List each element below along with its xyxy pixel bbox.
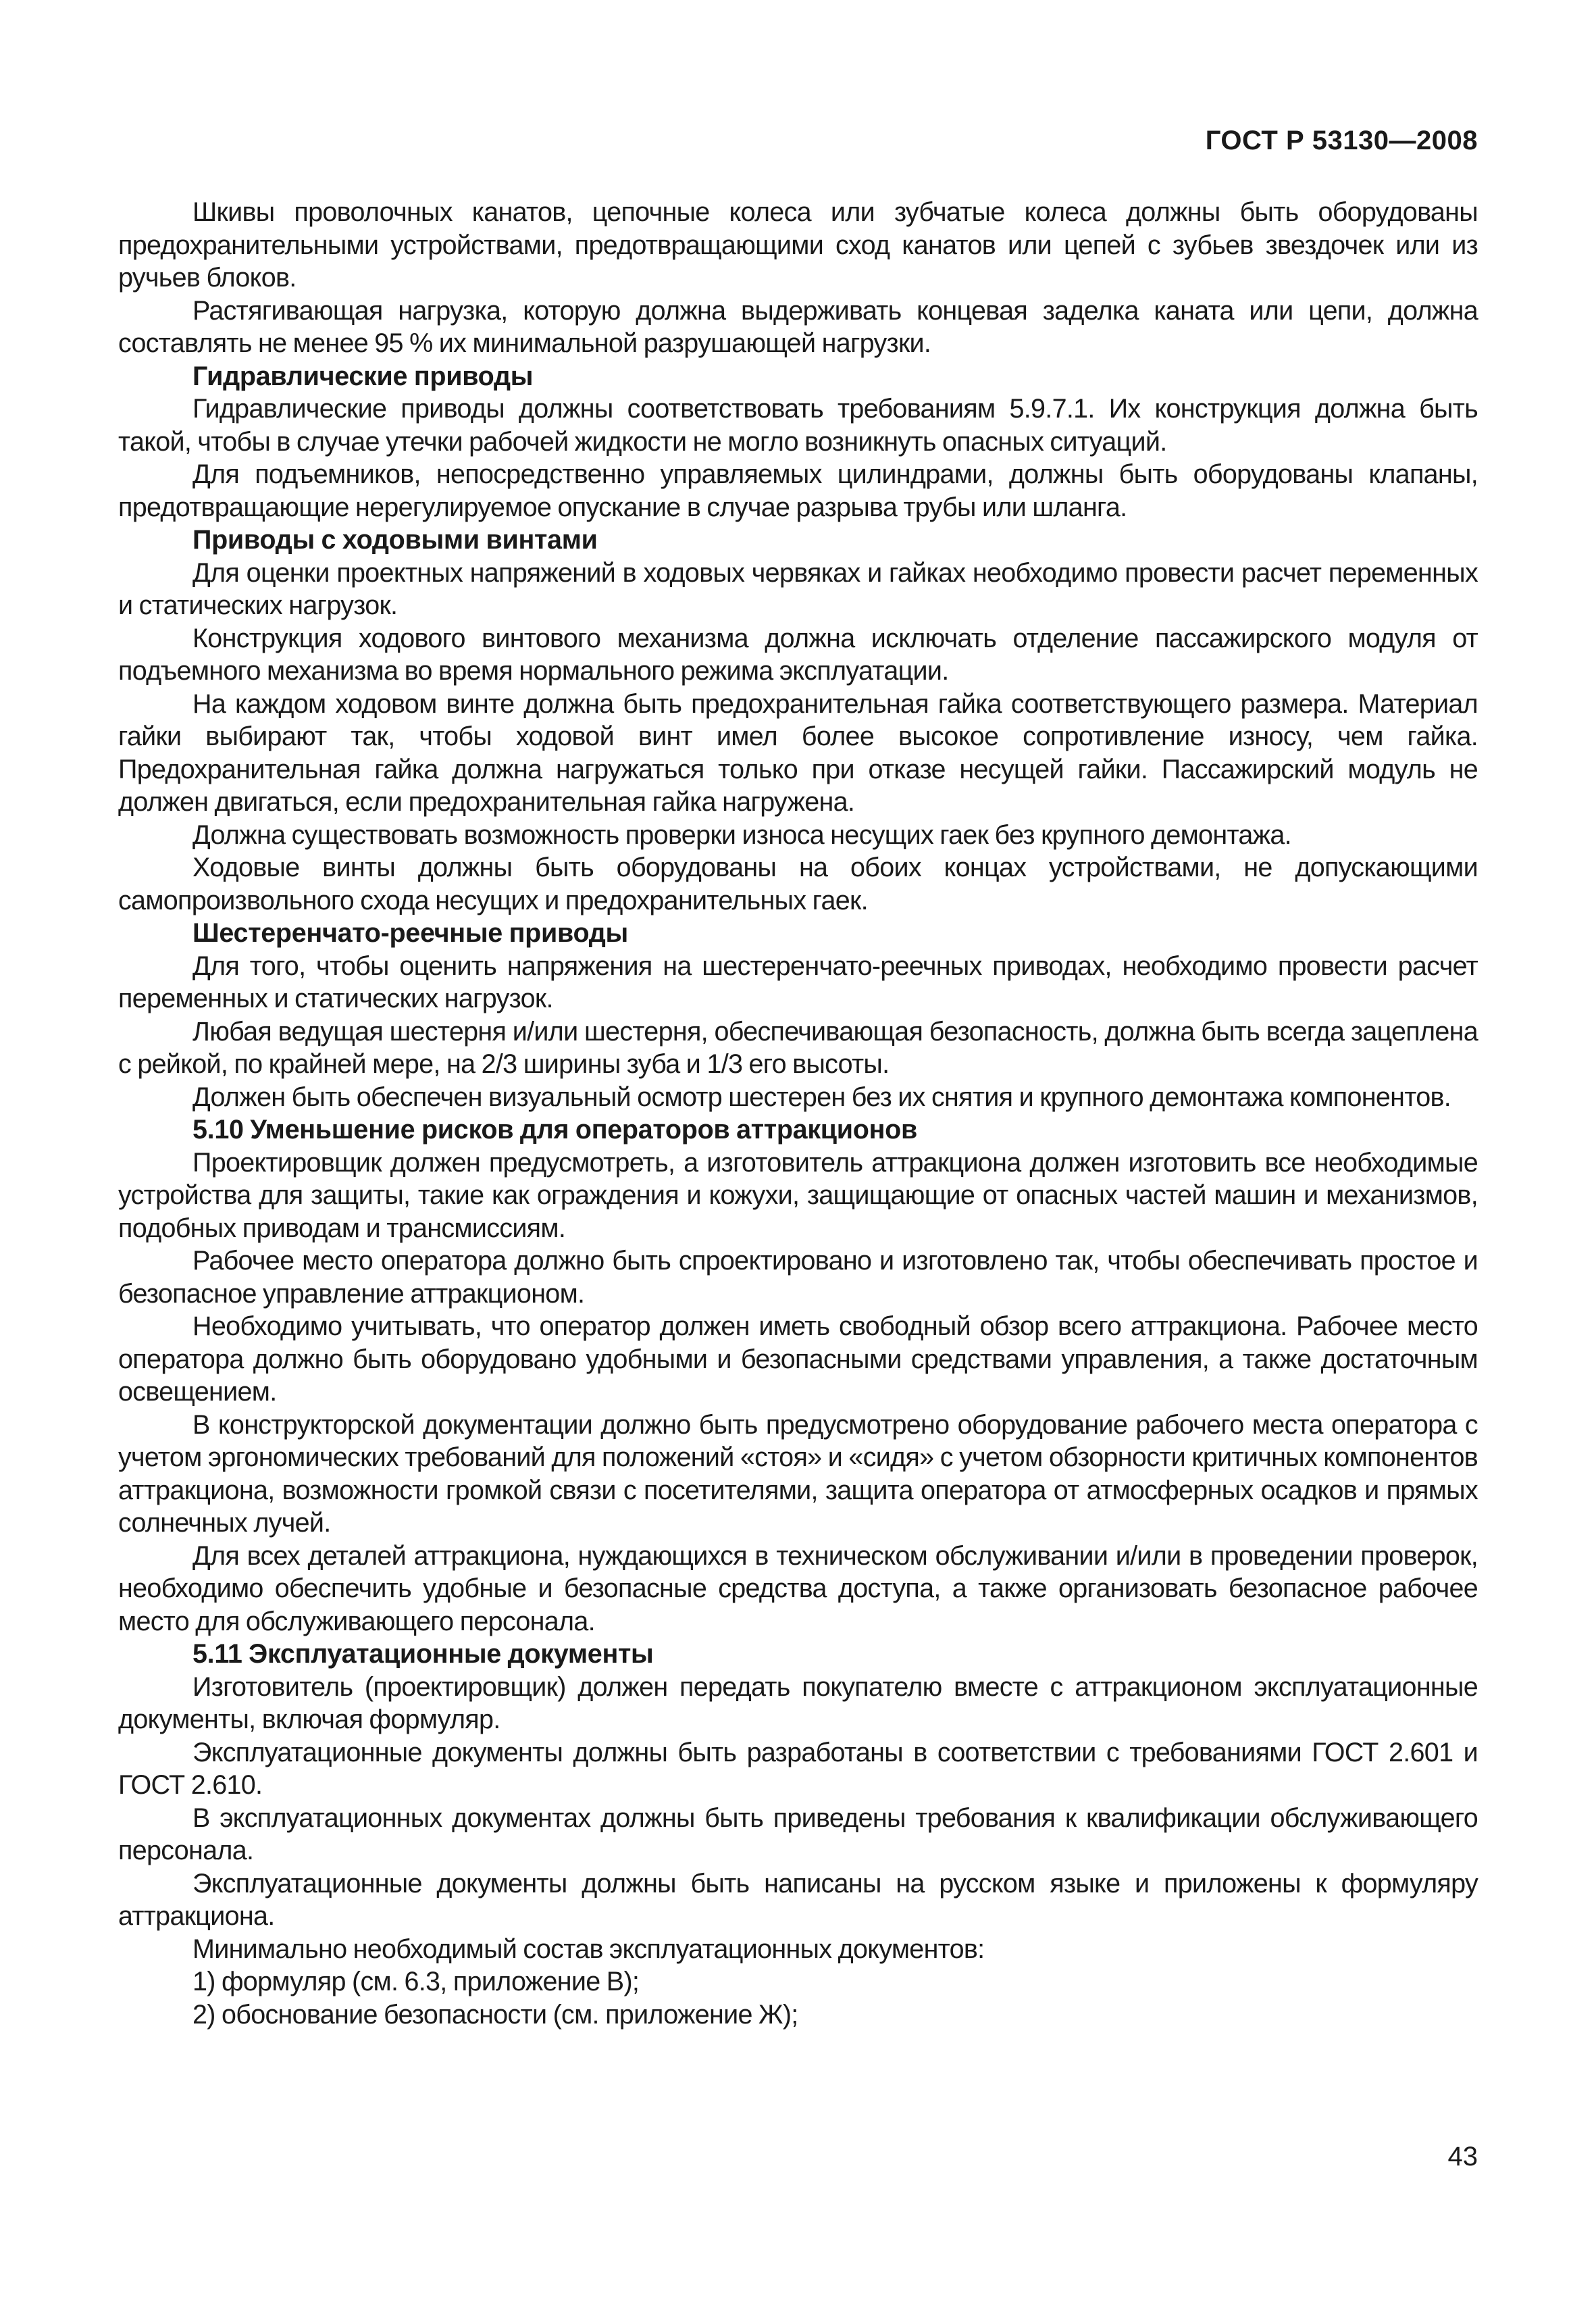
body-paragraph: Эксплуатационные документы должны быть разработаны в соответствии с требованиями ГОСТ 2.601 и ГОСТ 2.610. [118,1737,1478,1800]
body-paragraph: На каждом ходовом винте должна быть предохранительная гайка соответствующего размера. Материал гайки выбирают так, чтобы ходовой винт имел более высокое сопротивление износу, чем гайка. Предохранительная гайка должна нагружаться только при отказе несущей гайки. Пассажирский модуль не должен двигаться, если предохранительная гайка нагружена. [118,688,1478,817]
body-paragraph: Конструкция ходового винтового механизма должна исключать отделение пассажирского модуля от подъемного механизма во время нормального режима эксплуатации. [118,623,1478,686]
body-paragraph: Эксплуатационные документы должны быть написаны на русском языке и приложены к формуляру аттракциона. [118,1868,1478,1931]
body-paragraph: Ходовые винты должны быть оборудованы на обоих концах устройствами, не допускающими самопроизвольного схода несущих и предохранительных гаек. [118,853,1478,915]
body-paragraph: Минимально необходимый состав эксплуатационных документов: [192,1934,985,1964]
section-heading: 5.10 Уменьшение рисков для операторов аттракционов [192,1115,917,1145]
body-paragraph: Растягивающая нагрузка, которую должна выдерживать концевая заделка каната или цепи, должна составлять не менее 95 % их минимальной разрушающей нагрузки. [118,295,1478,358]
body-paragraph: Изготовитель (проектировщик) должен передать покупателю вместе с аттракционом эксплуатационные документы, включая формуляр. [118,1671,1478,1734]
body-paragraph: Проектировщик должен предусмотреть, а изготовитель аттракциона должен изготовить все необходимые устройства для защиты, такие как ограждения и кожухи, защищающие от опасных частей машин и механизмов, подобных приводам и трансмиссиям. [118,1147,1478,1243]
body-paragraph: Для оценки проектных напряжений в ходовых червяках и гайках необходимо провести расчет переменных и статических нагрузок. [118,557,1478,620]
body-paragraph: Для подъемников, непосредственно управляемых цилиндрами, должны быть оборудованы клапаны, предотвращающие нерегулируемое опускание в случае разрыва трубы или шланга. [118,459,1478,522]
body-paragraph: Должна существовать возможность проверки износа несущих гаек без крупного демонтажа. [192,820,1291,850]
body-paragraph: Шкивы проволочных канатов, цепочные колеса или зубчатые колеса должны быть оборудованы предохранительными устройствами, предотвращающими сход канатов или цепей с зубьев звездочек или из ручьев блоков. [118,197,1478,293]
section-heading: Шестеренчато-реечные приводы [192,918,628,948]
body-paragraph: В эксплуатационных документах должны быть приведены требования к квалификации обслуживающего персонала. [118,1803,1478,1865]
body-paragraph: 2) обоснование безопасности (см. приложение Ж); [192,1999,798,2030]
body-paragraph: Рабочее место оператора должно быть спроектировано и изготовлено так, чтобы обеспечивать простое и безопасное управление аттракционом. [118,1246,1478,1309]
section-heading: 5.11 Эксплуатационные документы [192,1639,654,1669]
body-paragraph: 1) формуляр (см. 6.3, приложение В); [192,1967,640,1996]
page-number: 43 [1447,2142,1478,2171]
body-paragraph: Гидравлические приводы должны соответствовать требованиям 5.9.7.1. Их конструкция должна быть такой, чтобы в случае утечки рабочей жидкости не могло возникнуть опасных ситуаций. [118,394,1478,457]
document-header: ГОСТ Р 53130—2008 [1205,126,1478,155]
document-body [118,196,1478,2031]
body-paragraph: Для всех деталей аттракциона, нуждающихся в техническом обслуживании и/или в проведении проверок, необходимо обеспечить удобные и безопасные средства доступа, а также организовать безопасное рабочее место для обслуживающего персонала. [118,1540,1478,1636]
body-paragraph: Любая ведущая шестерня и/или шестерня, обеспечивающая безопасность, должна быть всегда зацеплена с рейкой, по крайней мере, на 2/3 ширины зуба и 1/3 его высоты. [118,1016,1478,1079]
body-paragraph: В конструкторской документации должно быть предусмотрено оборудование рабочего места оператора с учетом эргономических требований для положений «стоя» и «сидя» с учетом обзорности критичных компонентов аттракциона, возможности громкой связи с посетителями, защита оператора от атмосферных осадков и прямых солнечных лучей. [118,1409,1478,1538]
section-heading: Приводы с ходовыми винтами [192,525,598,555]
section-heading: Гидравлические приводы [192,361,534,391]
body-paragraph: Должен быть обеспечен визуальный осмотр шестерен без их снятия и крупного демонтажа компонентов. [192,1082,1451,1112]
body-paragraph: Необходимо учитывать, что оператор должен иметь свободный обзор всего аттракциона. Рабочее место оператора должно быть оборудовано удобными и безопасными средствами управления, а также достаточным освещением. [118,1311,1478,1407]
body-paragraph: Для того, чтобы оценить напряжения на шестеренчато-реечных приводах, необходимо провести расчет переменных и статических нагрузок. [118,951,1478,1013]
